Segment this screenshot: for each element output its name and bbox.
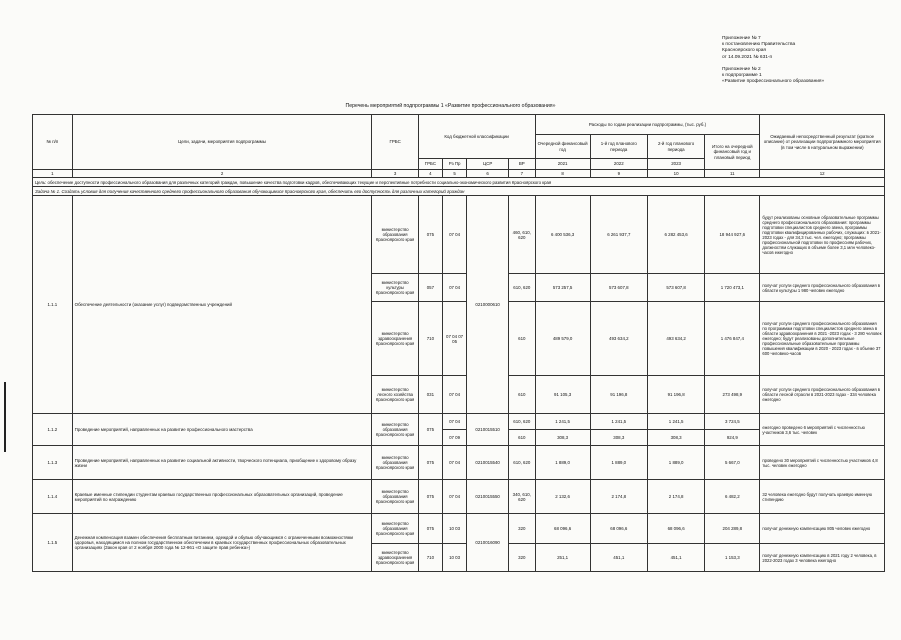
row-num: 1.1.5 xyxy=(33,514,73,572)
header-col-csr: ЦСР xyxy=(467,159,509,170)
result-text: получат денежную компенсацию 805 человек ежегодно xyxy=(760,514,885,544)
total-value: 273 498,9 xyxy=(705,376,760,414)
vr-code: 610, 620 xyxy=(509,414,535,430)
year1-value: 91 105,3 xyxy=(535,376,590,414)
column-number: 9 xyxy=(590,170,647,178)
year1-value: 6 400 536,3 xyxy=(535,196,590,274)
goal-text: Цель: обеспечение доступности профессионального образования для различных категорий граждан, повышение качества подготовки кадров, обеспечивающих текущие и перспективные потребности социально-экономического развития Красноярского края xyxy=(33,178,885,187)
task-row xyxy=(33,187,885,196)
total-value: 6 482,2 xyxy=(705,480,760,514)
grbs-name: министерство лесного хозяйства Красноярского края xyxy=(372,376,418,414)
vr-code: 610 xyxy=(509,302,535,376)
column-number: 10 xyxy=(647,170,704,178)
vr-code: 610, 620 xyxy=(509,274,535,302)
rzpr-code: 10 03 xyxy=(442,514,466,544)
year1-value: 1 241,5 xyxy=(535,414,590,430)
csr-code: 0210015510 xyxy=(467,414,509,446)
result-text: 32 человека ежегодно будут получать краевую именную стипендию xyxy=(760,480,885,514)
year2-value: 451,1 xyxy=(590,544,647,572)
grbs-name: министерство культуры Красноярского края xyxy=(372,274,418,302)
table-row xyxy=(33,446,885,480)
rzpr-code: 07 04 xyxy=(442,446,466,480)
measures-table xyxy=(32,114,885,572)
column-number: 11 xyxy=(705,170,760,178)
column-number: 12 xyxy=(760,170,885,178)
result-text: получат услуги среднего профессионального образования в области лесной отрасли в 2021-2023 годах - 334 человека ежегодно xyxy=(760,376,885,414)
grbs-name: министерство здравоохранения Красноярского края xyxy=(372,544,418,572)
year1-value: 68 096,6 xyxy=(535,514,590,544)
approval-line: Приложение № 7 xyxy=(722,36,761,41)
binder-mark xyxy=(4,382,6,452)
year2-value: 1 889,0 xyxy=(590,446,647,480)
grbs-name: министерство здравоохранения Красноярского края xyxy=(372,302,418,376)
column-number: 4 xyxy=(418,170,442,178)
task-text: Задача № 1. Создать условия для получения качественного среднего профессионального образования обучающимися Красноярского края, обеспечить его доступность для различных категорий граждан xyxy=(33,187,885,196)
grbs-code: 075 xyxy=(418,480,442,514)
year2-value: 1 241,5 xyxy=(590,414,647,430)
approval-line: к постановлению Правительства xyxy=(722,42,796,48)
approval-block xyxy=(722,36,824,86)
rzpr-code: 07 09 xyxy=(442,430,466,446)
table-row xyxy=(33,480,885,514)
approval-line: Красноярского края xyxy=(722,48,767,54)
header-col-grbs: ГРБС xyxy=(418,159,442,170)
approval-line: «Развитие профессионального образования» xyxy=(722,79,825,85)
table-row xyxy=(33,514,885,544)
vr-code: 610, 620 xyxy=(509,446,535,480)
table-row xyxy=(33,414,885,430)
goal-row xyxy=(33,178,885,187)
header-code: Код бюджетной классификации xyxy=(418,115,535,159)
column-number: 7 xyxy=(509,170,535,178)
header-year: 2022 xyxy=(590,159,647,170)
total-value: 1 720 473,1 xyxy=(705,274,760,302)
row-name: Краевые именные стипендии студентам краевых государственных профессиональных образовательных организаций, проведение мероприятий по награждению xyxy=(72,480,372,514)
year2-value: 6 261 937,7 xyxy=(590,196,647,274)
header-col-rzpr: Рз Пр xyxy=(442,159,466,170)
year1-value: 489 579,0 xyxy=(535,302,590,376)
column-number: 6 xyxy=(467,170,509,178)
vr-code: 460, 610, 620 xyxy=(509,196,535,274)
header-row xyxy=(33,115,885,135)
result-text: проведено 30 мероприятий с численностью участников 4,8 тыс. человек ежегодно xyxy=(760,446,885,480)
header-year-second: 2-й год планового периода xyxy=(647,135,704,159)
grbs-code: 075 xyxy=(418,414,442,446)
header-num: № п/п xyxy=(33,115,73,170)
header-year: 2021 xyxy=(535,159,590,170)
year3-value: 2 174,8 xyxy=(647,480,704,514)
approval-line: к подпрограмме 1 xyxy=(722,73,762,79)
year1-value: 308,3 xyxy=(535,430,590,446)
year1-value: 573 257,5 xyxy=(535,274,590,302)
row-num: 1.1.3 xyxy=(33,446,73,480)
csr-code: 0210016090 xyxy=(467,514,509,572)
year3-value: 451,1 xyxy=(647,544,704,572)
header-year-current: Очередной финансовый год xyxy=(535,135,590,159)
vr-code: 610 xyxy=(509,430,535,446)
vr-code: 320 xyxy=(509,544,535,572)
header-goals: Цели, задачи, мероприятия подпрограммы xyxy=(72,115,372,170)
approval-line: Приложение № 2 xyxy=(722,67,761,73)
header-grbs: ГРБС xyxy=(372,115,418,170)
column-number: 5 xyxy=(442,170,466,178)
year1-value: 251,1 xyxy=(535,544,590,572)
grbs-code: 075 xyxy=(418,514,442,544)
grbs-name: министерство образования Красноярского края xyxy=(372,446,418,480)
rzpr-code: 07 04 xyxy=(442,376,466,414)
grbs-code: 031 xyxy=(418,376,442,414)
header-year-total: Итого на очередной финансовый год и плановый период xyxy=(705,135,760,170)
vr-code: 320 xyxy=(509,514,535,544)
year3-value: 1 889,0 xyxy=(647,446,704,480)
year1-value: 2 132,6 xyxy=(535,480,590,514)
year3-value: 308,3 xyxy=(647,430,704,446)
year2-value: 2 174,8 xyxy=(590,480,647,514)
column-number: 8 xyxy=(535,170,590,178)
result-text: получат услуги среднего профессионального образования в области культуры 1 980 человек ежегодно xyxy=(760,274,885,302)
document-title: Перечень мероприятий подпрограммы 1 «Развитие профессионального образования» xyxy=(345,103,556,109)
header-expenses: Расходы по годам реализации подпрограммы, (тыс. руб.) xyxy=(535,115,760,135)
csr-code: 0210015540 xyxy=(467,446,509,480)
grbs-code: 710 xyxy=(418,302,442,376)
rzpr-code: 07 04 xyxy=(442,274,466,302)
grbs-name: министерство образования Красноярского края xyxy=(372,480,418,514)
grbs-code: 710 xyxy=(418,544,442,572)
total-value: 3 724,5 xyxy=(705,414,760,430)
total-value: 1 476 847,4 xyxy=(705,302,760,376)
row-num: 1.1.1 xyxy=(33,196,73,414)
grbs-name: министерство образования Красноярского края xyxy=(372,514,418,544)
year2-value: 308,3 xyxy=(590,430,647,446)
year2-value: 68 096,6 xyxy=(590,514,647,544)
grbs-code: 057 xyxy=(418,274,442,302)
year2-value: 91 196,8 xyxy=(590,376,647,414)
approval-line: от 14.09.2021 № 631-п xyxy=(722,54,773,60)
column-number: 3 xyxy=(372,170,418,178)
table-row xyxy=(33,196,885,274)
year3-value: 1 241,5 xyxy=(647,414,704,430)
total-value: 924,9 xyxy=(705,430,760,446)
year3-value: 493 634,2 xyxy=(647,302,704,376)
vr-code: 340, 610, 620 xyxy=(509,480,535,514)
grbs-name: министерство образования Красноярского края xyxy=(372,414,418,446)
total-value: 204 289,8 xyxy=(705,514,760,544)
column-number-row xyxy=(33,170,885,178)
total-value: 5 667,0 xyxy=(705,446,760,480)
year3-value: 91 196,8 xyxy=(647,376,704,414)
row-name: Проведение мероприятий, направленных на развитие профессионального мастерства xyxy=(72,414,372,446)
vr-code: 610 xyxy=(509,376,535,414)
grbs-name: министерство образования Красноярского края xyxy=(372,196,418,274)
total-value: 1 153,3 xyxy=(705,544,760,572)
year3-value: 68 096,6 xyxy=(647,514,704,544)
year3-value: 6 282 453,6 xyxy=(647,196,704,274)
grbs-code: 075 xyxy=(418,196,442,274)
header-year-first: 1-й год планового периода xyxy=(590,135,647,159)
result-text: ежегодно проведено 6 мероприятий с численностью участников 3,6 тыс. человек xyxy=(760,414,885,446)
result-text: будут реализованы основные образовательные программы среднего профессионального образования: программы подготовки специалистов среднего звена, программы подготовки квалифицированных рабочих, служащих: в 2021-2023 годах - для 34,3 тыс. чел. ежегодно; программы профессиональной подготовки по профессиям рабочих, должностям служащих в объеме более 3,1 млн человеко-часов ежегодно xyxy=(760,196,885,274)
rzpr-code: 07 04 xyxy=(442,480,466,514)
header-year: 2023 xyxy=(647,159,704,170)
header-col-vr: ВР xyxy=(509,159,535,170)
row-name: Денежная компенсация взамен обеспечения бесплатным питанием, одеждой и обувью обучающимся с ограниченными возможностями здоровья, находящимся на полном государственном обеспечении в краевых государственных профессиональных образовательных организациях (Закон края от 2 ноября 2000 года № 12-961 «О защите прав ребенка») xyxy=(72,514,372,572)
rzpr-code: 10 03 xyxy=(442,544,466,572)
row-num: 1.1.2 xyxy=(33,414,73,446)
year2-value: 573 607,8 xyxy=(590,274,647,302)
row-num: 1.1.4 xyxy=(33,480,73,514)
year3-value: 573 607,8 xyxy=(647,274,704,302)
row-name: Проведение мероприятий, направленных на развитие социальной активности, творческого потенциала, приобщение к здоровому образу жизни xyxy=(72,446,372,480)
year1-value: 1 889,0 xyxy=(535,446,590,480)
header-result: Ожидаемый непосредственный результат (краткое описание) от реализации подпрограммного мероприятия (в том числе в натуральном выражении) xyxy=(760,115,885,170)
csr-code: 0210015550 xyxy=(467,480,509,514)
row-name: Обеспечение деятельности (оказание услуг) подведомственных учреждений xyxy=(72,196,372,414)
grbs-code: 075 xyxy=(418,446,442,480)
column-number: 2 xyxy=(72,170,372,178)
result-text: получат денежную компенсацию в 2021 году 2 человека, в 2022-2023 годах 3 человека ежегодно xyxy=(760,544,885,572)
rzpr-code: 07 04 xyxy=(442,196,466,274)
result-text: получат услуги среднего профессионального образования по программам подготовки специалистов среднего звена в области здравоохранения в 2021 -2023 годах - 3 280 человек ежегодно; будут реализованы дополнительные профессиональные образовательные программы повышения квалификации в 2020 - 2023 годах - в объеме 37 600 человеко-часов xyxy=(760,302,885,376)
rzpr-code: 07 04 xyxy=(442,414,466,430)
total-value: 18 944 927,6 xyxy=(705,196,760,274)
year2-value: 493 634,2 xyxy=(590,302,647,376)
rzpr-code: 07 04 07 05 xyxy=(442,302,466,376)
csr-code: 0210000610 xyxy=(467,196,509,414)
column-number: 1 xyxy=(33,170,73,178)
